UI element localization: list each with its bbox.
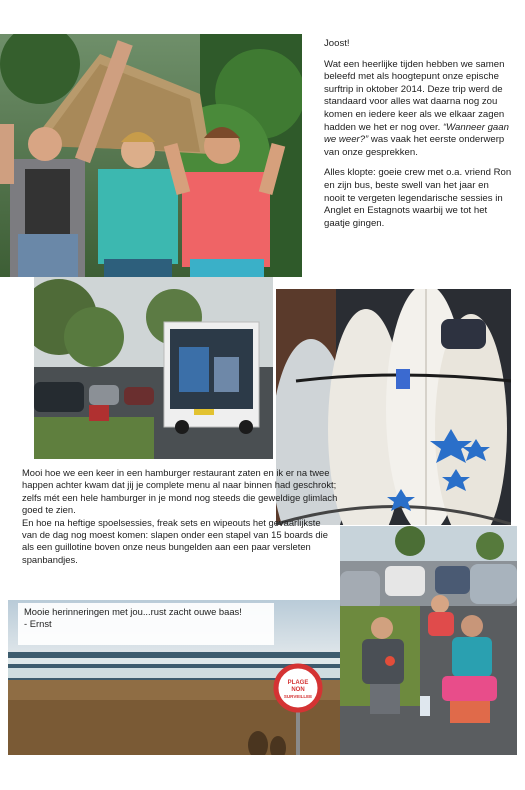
- closing-line: Mooie herinneringen met jou...rust zacht ouwe baas!: [24, 606, 242, 617]
- sign-text-3: SURVEILLEE: [283, 694, 313, 699]
- memory-text: [22, 467, 338, 566]
- letter-paragraph-1: Wat een heerlijke tijden hebben we samen beleefd met als hoogtepunt onze epische surftrip in oktober 2014. Deze trip werd de standaard voor alles wat daarna nog zou komen en iedere keer als we elkaar zagen hadden we het er nog over. “Wanneer gaan we weer?” was vaak het eerste onderwerp van onze gesprekken.: [324, 58, 509, 158]
- photo-three-friends: [0, 34, 302, 277]
- memory-paragraph-1: Mooi hoe we een keer in een hamburger restaurant zaten en ik er na twee happen achter kwam dat jij je complete menu al naar binnen had geschrokt; zelfs mét een hele hamburger in je mond nog steeds die geweldige glimlach goed te zien.: [22, 467, 338, 516]
- sign-text-1: PLAGE: [287, 680, 309, 686]
- letter-text: [324, 38, 512, 238]
- sign-text-2: NON: [291, 687, 305, 693]
- greeting: Joost!: [324, 38, 350, 49]
- photo-van-parking: [34, 277, 273, 459]
- closing-caption: [18, 603, 274, 645]
- memory-paragraph-2: En hoe na heftige spoelsessies, freak sets en wipeouts het gevaarlijkste van de dag nog moest komen: slapen onder een stapel van 15 boards die als een guillotine boven onze neus bungelden aan een paar versleten spanbandjes.: [22, 516, 328, 565]
- photo-picnic: [340, 526, 517, 755]
- quote: “Wanneer gaan we weer?”: [324, 121, 509, 146]
- letter-paragraph-2: Alles klopte: goeie crew met o.a. vriend Ron en zijn bus, beste swell van het jaar en nooit te vergeten legendarische sessies in Anglet en Estagnots waarbij we tot het gaatje gingen.: [324, 167, 512, 229]
- signature: - Ernst: [24, 618, 52, 630]
